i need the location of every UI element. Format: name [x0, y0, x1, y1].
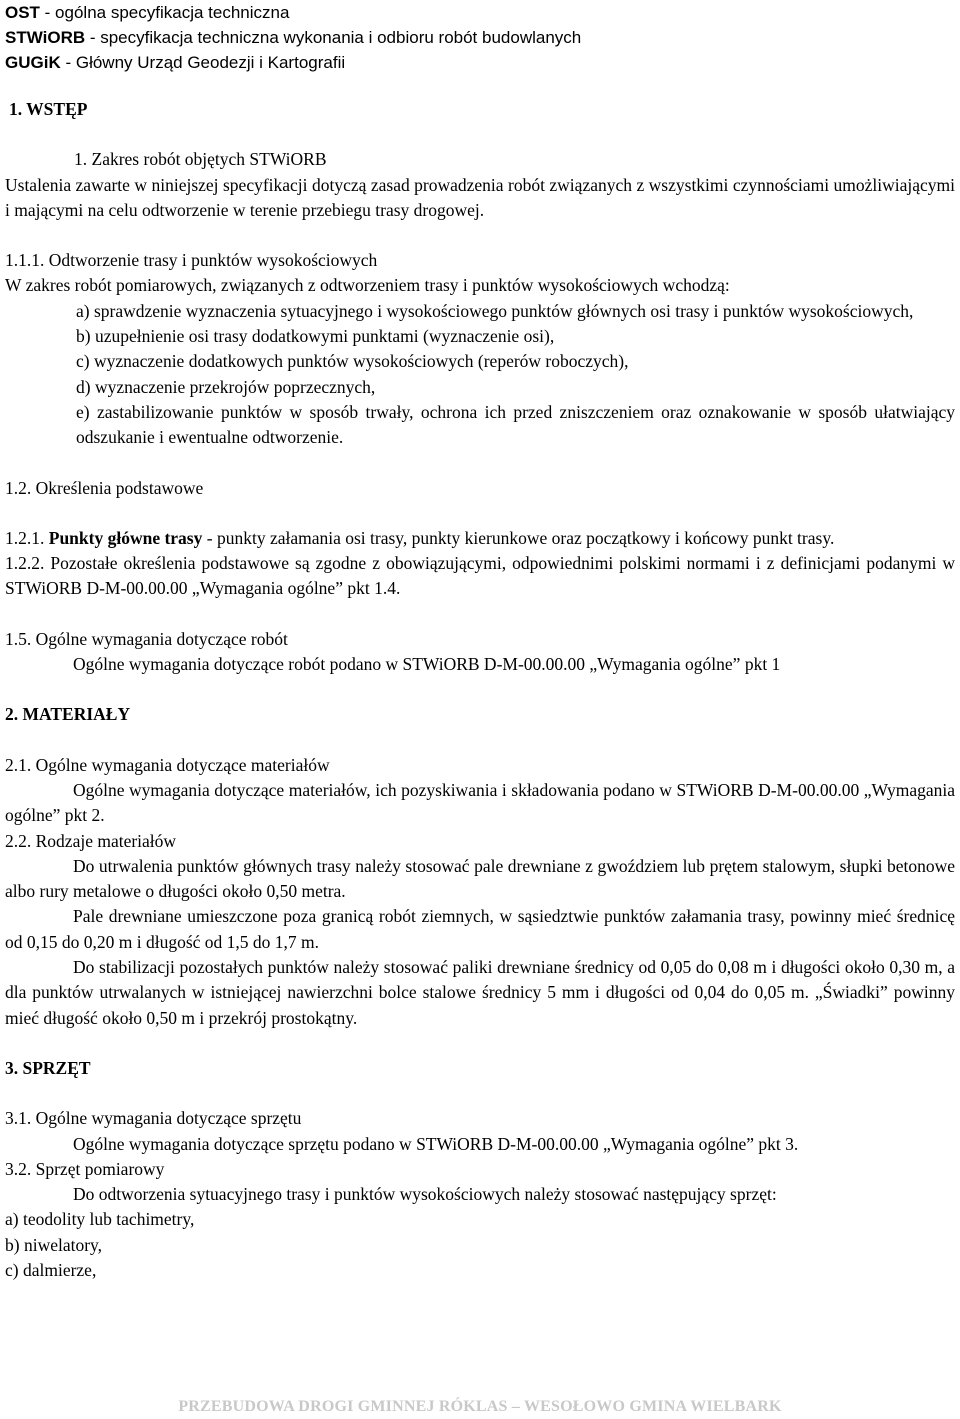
list-item: a) teodolity lub tachimetry,	[5, 1209, 195, 1230]
survey-scope-list	[5, 299, 955, 451]
list-item: b) niwelatory,	[5, 1234, 103, 1255]
subsection-title-2-1: 2.1. Ogólne wymagania dotyczące materiałów	[5, 754, 330, 775]
subsection-title-1-1-1: 1.1.1. Odtworzenie trasy i punktów wysokościowych	[5, 250, 378, 271]
abbreviations-block	[5, 0, 581, 75]
document-body	[5, 97, 955, 1283]
section-heading-wstep: 1. WSTĘP	[9, 99, 88, 119]
paragraph-2-2-b: Pale drewniane umieszczone poza granicą robót ziemnych, w sąsiedztwie punktów załamania trasy, powinny mieć średnicę od 0,15 do 0,20 m i długość od 1,5 do 1,7 m.	[5, 906, 955, 952]
paragraph-3-2: Do odtworzenia sytuacyjnego trasy i punktów wysokościowych należy stosować następujący sprzęt:	[73, 1184, 777, 1205]
page-footer: PRZEBUDOWA DROGI GMINNEJ RÓKLAS – WESOŁOWO GMINA WIELBARK	[178, 1398, 782, 1415]
paragraph-3-1: Ogólne wymagania dotyczące sprzętu podano w STWiORB D-M-00.00.00 „Wymagania ogólne” pkt 3.	[73, 1133, 799, 1154]
subsection-title-2-2: 2.2. Rodzaje materiałów	[5, 830, 177, 851]
paragraph-2-2-a: Do utrwalenia punktów głównych trasy należy stosować pale drewniane z gwoździem lub prętem stalowym, słupki betonowe albo rury metalowe o długości około 0,50 metra.	[5, 855, 955, 902]
section-heading-sprzet: 3. SPRZĘT	[5, 1057, 91, 1078]
paragraph-1: Ustalenia zawarte w niniejszej specyfikacji dotyczą zasad prowadzenia robót związanych z wszystkimi czynnościami umożliwiającymi i mającymi na celu odtworzenie w terenie przebiegu trasy drogowej.	[5, 174, 955, 220]
section-heading-materialy: 2. MATERIAŁY	[5, 704, 131, 725]
paragraph-2-1: Ogólne wymagania dotyczące materiałów, ich pozyskiwania i składowania podano w STWiORB D-M-00.00.00 „Wymagania ogólne” pkt 2.	[5, 779, 955, 826]
subsection-title-1: 1. Zakres robót objętych STWiORB	[74, 149, 327, 170]
paragraph-2-2-c: Do stabilizacji pozostałych punktów należy stosować paliki drewniane średnicy od 0,05 do 0,08 m i długości około 0,30 m, a dla punktów utrwalanych w istniejącej nawierzchni bolce stalowe średnicy 5 mm i długości od 0,04 do 0,05 m. „Świadki” powinny mieć długość około 0,50 m i przekrój prostokątny.	[5, 957, 955, 1028]
abbreviation-stwiorb: STWiORB - specyfikacja techniczna wykonania i odbioru robót budowlanych	[5, 28, 582, 47]
list-item: d) wyznaczenie przekrojów poprzecznych,	[76, 376, 376, 397]
list-item: c) dalmierze,	[5, 1259, 97, 1280]
subsection-title-1-2: 1.2. Określenia podstawowe	[5, 477, 204, 498]
abbreviation-gugik: GUGiK - Główny Urząd Geodezji i Kartografii	[5, 53, 346, 72]
list-item: a) sprawdzenie wyznaczenia sytuacyjnego i wysokościowego punktów głównych osi trasy i punktów wysokościowych,	[76, 300, 914, 321]
paragraph-1-2-2: 1.2.2. Pozostałe określenia podstawowe są zgodne z obowiązującymi, odpowiednimi polskimi normami i z definicjami podanymi w STWiORB D-M-00.00.00 „Wymagania ogólne” pkt 1.4.	[5, 553, 955, 599]
paragraph-1-1-1-intro: W zakres robót pomiarowych, związanych z odtworzeniem trasy i punktów wysokościowych wchodzą:	[5, 275, 730, 296]
subsection-title-3-2: 3.2. Sprzęt pomiarowy	[5, 1158, 165, 1179]
paragraph-1-5: Ogólne wymagania dotyczące robót podano w STWiORB D-M-00.00.00 „Wymagania ogólne” pkt 1	[73, 654, 781, 675]
abbreviation-ost: OST - ogólna specyfikacja techniczna	[5, 3, 290, 22]
list-item: c) wyznaczenie dodatkowych punktów wysokościowych (reperów roboczych),	[76, 351, 629, 372]
defined-term: Punkty główne trasy	[48, 527, 203, 548]
list-item: e) zastabilizowanie punktów w sposób trwały, ochrona ich przed zniszczeniem oraz oznakowanie w sposób ułatwiający odszukanie i ewentualne odtworzenie.	[76, 401, 955, 448]
subsection-title-1-5: 1.5. Ogólne wymagania dotyczące robót	[5, 628, 288, 649]
paragraph-1-2-1: 1.2.1. Punkty główne trasy - punkty załamania osi trasy, punkty kierunkowe oraz początkowy i końcowy punkt trasy.	[5, 527, 835, 548]
subsection-title-3-1: 3.1. Ogólne wymagania dotyczące sprzętu	[5, 1108, 302, 1129]
list-item: b) uzupełnienie osi trasy dodatkowymi punktami (wyznaczenie osi),	[76, 326, 555, 347]
